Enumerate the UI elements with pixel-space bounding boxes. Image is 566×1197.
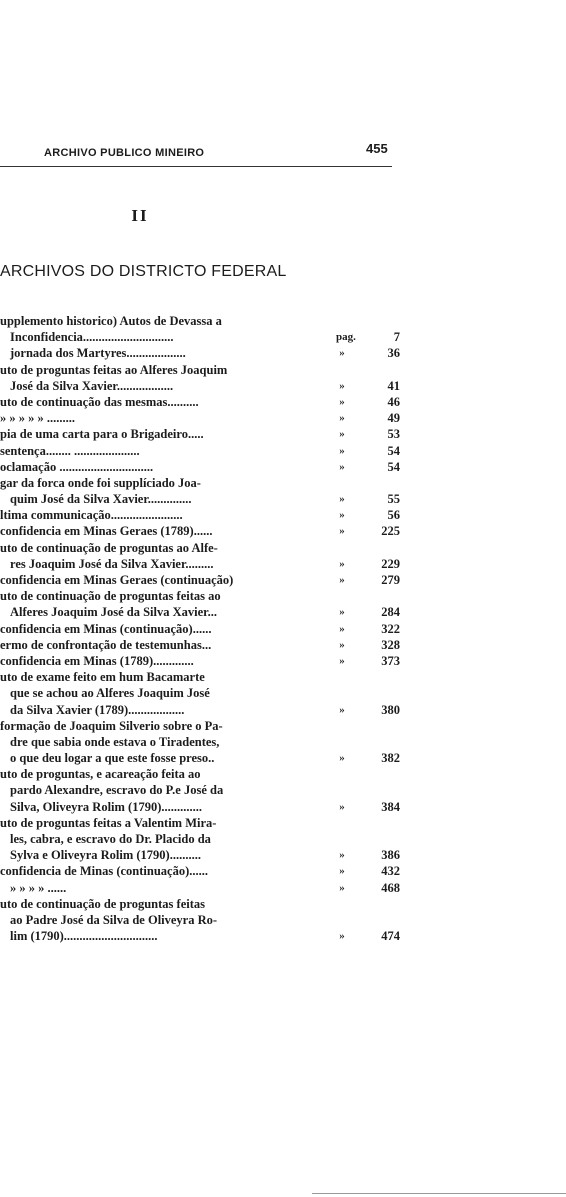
toc-entry: [0, 863, 410, 879]
toc-entry-page: 328: [381, 637, 400, 652]
toc-entry-text: gar da forca onde foi supplíciado Joa-: [0, 475, 201, 490]
toc-entry-text: confidencia de Minas (continuação)......: [0, 864, 208, 879]
toc-entry-text: uto de proguntas, e acareação feita ao: [0, 767, 201, 782]
toc-entry: [0, 928, 410, 944]
toc-entry-ditto-mark: »: [339, 428, 345, 441]
toc-entry: [0, 378, 410, 394]
toc-entry: [0, 410, 410, 426]
toc-entry-text: sentença........ .....................: [0, 443, 140, 458]
toc-entry: [0, 637, 410, 653]
toc-entry-text: Silva, Oliveyra Rolim (1790).............: [10, 799, 202, 814]
toc-entry-text: pardo Alexandre, escravo do P.e José da: [10, 783, 224, 798]
toc-entry-text: José da Silva Xavier..................: [10, 378, 174, 393]
toc-entry-page: 432: [381, 864, 400, 879]
section-number: II: [131, 206, 149, 225]
running-head: [0, 0, 566, 170]
toc-entry-ditto-mark: »: [339, 752, 345, 765]
running-head-title: ARCHIVO PUBLICO MINEIRO: [44, 147, 205, 159]
toc-entry-text: Alferes Joaquim José da Silva Xavier...: [10, 605, 217, 620]
toc-entry-text: da Silva Xavier (1789)..................: [10, 702, 185, 717]
toc-entry-ditto-mark: »: [339, 800, 345, 813]
footer-rule: [312, 1193, 566, 1194]
section-title: ARCHIVOS DO DISTRICTO FEDERAL: [0, 263, 287, 280]
toc-entry-ditto-mark: »: [339, 412, 345, 425]
toc-entry: [0, 329, 410, 345]
toc-entry: [0, 896, 410, 912]
toc-entry-ditto-mark: »: [339, 865, 345, 878]
toc-entry-text: oclamação ..............................: [0, 459, 154, 474]
toc-entry-text: confidencia em Minas (continuação)......: [0, 621, 212, 636]
toc-entry-text: confidencia em Minas Geraes (1789)......: [0, 524, 213, 539]
toc-entry-ditto-mark: »: [339, 638, 345, 651]
toc-entry: [0, 604, 410, 620]
toc-entry-page: 384: [381, 799, 400, 814]
toc-entry-page: 322: [381, 621, 400, 636]
toc-entry-text: Inconfidencia.............................: [10, 330, 174, 345]
toc-entry-ditto-mark: »: [339, 347, 345, 360]
toc-entry-ditto-mark: »: [339, 379, 345, 392]
toc-entry-page: 229: [381, 556, 400, 571]
toc-entry-text: uto de exame feito em hum Bacamarte: [0, 670, 205, 685]
toc-entry: [0, 685, 410, 701]
toc-entry-text: uto de continuação de proguntas feitas: [0, 896, 205, 911]
toc-entry-text: lim (1790)..............................: [10, 929, 158, 944]
toc-entry-text: uto de continuação de proguntas feitas ao: [0, 589, 221, 604]
toc-entry: [0, 394, 410, 410]
toc-entry-text: jornada dos Martyres...................: [10, 346, 186, 361]
toc-entry-page: 380: [381, 702, 400, 717]
toc-entry-text: o que deu logar a que este fosse preso..: [10, 751, 215, 766]
toc-entry-page: 55: [387, 492, 400, 507]
toc-entry: [0, 912, 410, 928]
toc-entry: [0, 766, 410, 782]
toc-entry-text: ermo de confrontação de testemunhas...: [0, 637, 212, 652]
toc-entry: [0, 523, 410, 539]
toc-entry-text: dre que sabia onde estava o Tiradentes,: [10, 734, 220, 749]
toc-entry-text: pia de uma carta para o Brigadeiro.....: [0, 427, 204, 442]
toc-entry: [0, 475, 410, 491]
toc-entry-text: ltima communicação.......................: [0, 508, 183, 523]
toc-entry-ditto-mark: »: [339, 930, 345, 943]
toc-entry-ditto-mark: »: [339, 654, 345, 667]
toc-entry-page: 474: [381, 929, 400, 944]
toc-entry-ditto-mark: »: [339, 574, 345, 586]
toc-entry: [0, 443, 410, 459]
toc-entry-page: 41: [387, 378, 400, 393]
toc-entry-text: » » » » ......: [10, 880, 67, 895]
toc-entry-ditto-mark: »: [339, 493, 345, 506]
toc-entry-page: 7: [393, 330, 400, 345]
toc-entry-ditto-mark: »: [339, 849, 345, 862]
header-rule: [0, 166, 392, 167]
toc-entry-text: uto de proguntas feitas ao Alferes Joaquim: [0, 362, 228, 377]
toc-entry-page: 382: [381, 751, 400, 766]
toc-entry: [0, 588, 410, 604]
toc-entry: [0, 847, 410, 863]
toc-entry-text: confidencia em Minas Geraes (continuação): [0, 573, 234, 587]
toc-entry: [0, 734, 410, 750]
toc-entry-text: upplemento historico) Autos de Devassa a: [0, 314, 222, 328]
toc-entry-text: confidencia em Minas (1789).............: [0, 653, 194, 668]
toc-entry-text: formação de Joaquim Silverio sobre o Pa-: [0, 718, 223, 733]
toc-entry: [0, 669, 410, 685]
toc-entry-page: 386: [381, 848, 400, 863]
toc-entry: [0, 313, 410, 329]
toc-entry-page: 279: [381, 573, 400, 587]
toc-entry-page: 284: [381, 605, 400, 620]
toc-entry: [0, 491, 410, 507]
toc-entry-ditto-mark: »: [339, 622, 345, 635]
toc-entry-page: 36: [387, 346, 400, 361]
table-of-contents: [0, 313, 410, 944]
toc-entry: [0, 718, 410, 734]
toc-entry: [0, 426, 410, 442]
toc-entry: [0, 507, 410, 523]
toc-entry-ditto-mark: pag.: [336, 331, 356, 344]
toc-entry-text: » » » » » .........: [0, 411, 75, 426]
toc-entry: [0, 345, 410, 361]
toc-entry-text: uto de proguntas feitas a Valentim Mira-: [0, 815, 217, 830]
toc-entry-page: 49: [387, 411, 400, 426]
toc-entry-ditto-mark: »: [339, 444, 345, 457]
toc-entry-text: res Joaquim José da Silva Xavier.........: [10, 556, 214, 571]
toc-entry-text: ao Padre José da Silva de Oliveyra Ro-: [10, 912, 218, 927]
toc-entry-text: que se achou ao Alferes Joaquim José: [10, 686, 210, 701]
toc-entry-text: les, cabra, e escravo do Dr. Placido da: [10, 832, 211, 846]
toc-entry-text: Sylva e Oliveyra Rolim (1790)..........: [10, 848, 201, 863]
toc-entry: [0, 782, 410, 798]
toc-entry: [0, 750, 410, 766]
toc-entry-ditto-mark: »: [339, 509, 345, 522]
toc-entry-page: 54: [387, 459, 400, 474]
page-number: 455: [366, 141, 388, 156]
toc-entry: [0, 572, 410, 588]
toc-entry-text: uto de continuação de proguntas ao Alfe-: [0, 540, 218, 555]
toc-entry: [0, 362, 410, 378]
toc-entry-text: quim José da Silva Xavier..............: [10, 492, 192, 507]
toc-entry: [0, 799, 410, 815]
toc-entry: [0, 556, 410, 572]
toc-entry-ditto-mark: »: [339, 395, 345, 408]
toc-entry-ditto-mark: »: [339, 557, 345, 570]
toc-entry-ditto-mark: »: [339, 881, 345, 894]
toc-entry-ditto-mark: »: [339, 460, 345, 473]
toc-entry-page: 373: [381, 653, 400, 668]
toc-entry-ditto-mark: »: [339, 606, 345, 619]
toc-entry-text: uto de continuação das mesmas..........: [0, 394, 199, 409]
toc-entry: [0, 621, 410, 637]
toc-entry: [0, 815, 410, 831]
toc-entry: [0, 831, 410, 847]
toc-entry-page: 468: [381, 880, 400, 895]
toc-entry-page: 225: [381, 524, 400, 539]
toc-entry-page: 54: [387, 443, 400, 458]
toc-entry: [0, 702, 410, 718]
toc-entry-page: 56: [387, 508, 400, 523]
toc-entry: [0, 880, 410, 896]
toc-entry-ditto-mark: »: [339, 703, 345, 716]
toc-entry-page: 46: [387, 394, 400, 409]
toc-entry-page: 53: [387, 427, 400, 442]
toc-entry: [0, 540, 410, 556]
toc-entry-ditto-mark: »: [339, 525, 345, 538]
toc-entry: [0, 459, 410, 475]
toc-entry: [0, 653, 410, 669]
